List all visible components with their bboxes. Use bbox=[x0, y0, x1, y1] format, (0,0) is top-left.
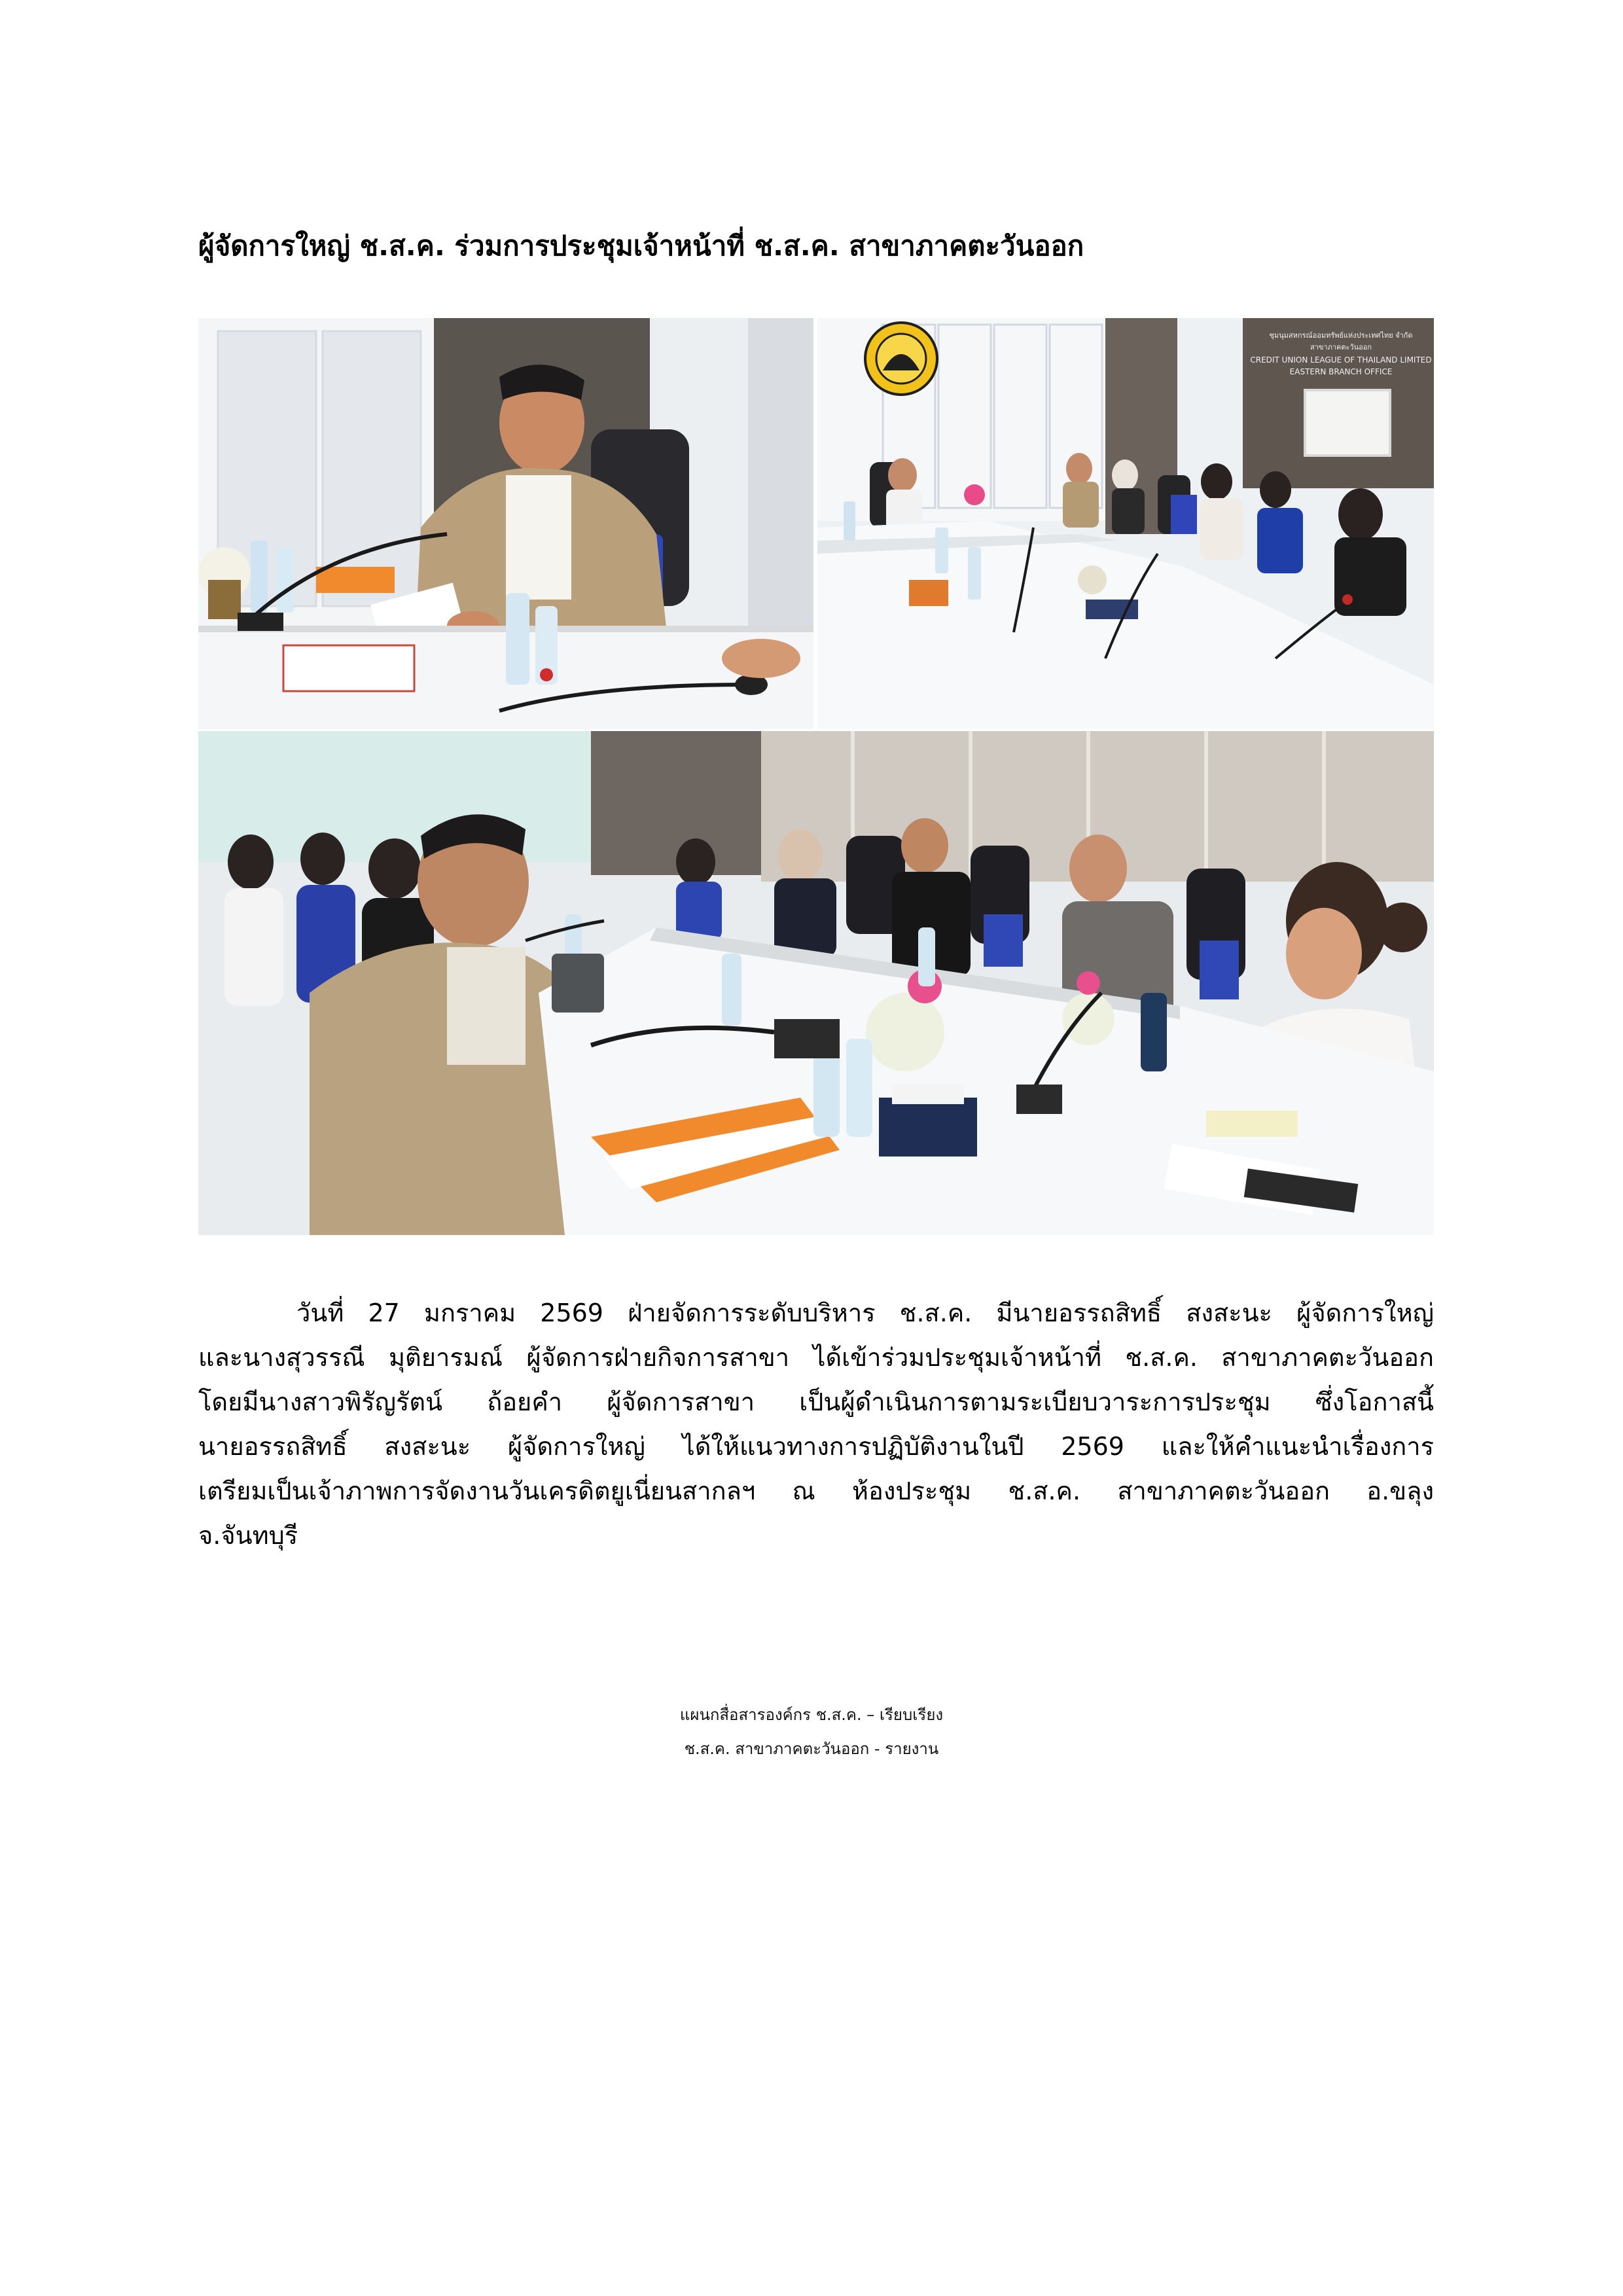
headline: ผู้จัดการใหญ่ ช.ส.ค. ร่วมการประชุมเจ้าหน้าที่ ช.ส.ค. สาขาภาคตะวันออก bbox=[198, 230, 1084, 262]
body-line-1: วันที่ 27 มกราคม 2569 ฝ่ายจัดการระดับบริหาร ช.ส.ค. มีนายอรรถสิทธิ์ สงสะนะ ผู้จัดการใหญ่ bbox=[296, 1299, 1434, 1327]
credit-reported-by: ช.ส.ค. สาขาภาคตะวันออก - รายงาน bbox=[684, 1740, 939, 1758]
body-line-5: เตรียมเป็นเจ้าภาพการจัดงานวันเครดิตยูเนี่ยนสากลฯ ณ ห้องประชุม ช.ส.ค. สาขาภาคตะวันออก อ.ขลุง bbox=[198, 1477, 1434, 1505]
body-line-3: โดยมีนางสาวพิรัญรัตน์ ถ้อยคำ ผู้จัดการสาขา เป็นผู้ดำเนินการตามระเบียบวาระการประชุม ซึ่งโอกาสนี้ bbox=[198, 1388, 1434, 1416]
wall-sign-line2: สาขาภาคตะวันออก bbox=[1310, 343, 1372, 351]
body-line-4: นายอรรถสิทธิ์ สงสะนะ ผู้จัดการใหญ่ ได้ให้แนวทางการปฏิบัติงานในปี 2569 และให้คำแนะนำเรื่องการ bbox=[198, 1432, 1435, 1461]
wall-sign-line1: ชุมนุมสหกรณ์ออมทรัพย์แห่งประเทศไทย จำกัด bbox=[1269, 331, 1413, 340]
wall-sign-line4: EASTERN BRANCH OFFICE bbox=[1289, 367, 1393, 376]
meeting-photo-wide-table-image bbox=[198, 731, 1434, 1235]
meeting-photo-executive-image bbox=[198, 318, 813, 729]
meeting-photo-room-overview bbox=[817, 318, 1434, 729]
meeting-photo-executive bbox=[198, 318, 813, 729]
credits bbox=[0, 1698, 1623, 1766]
article-body bbox=[198, 1291, 1434, 1558]
body-line-2: และนางสุวรรณี มุติยารมณ์ ผู้จัดการฝ่ายกิจการสาขา ได้เข้าร่วมประชุมเจ้าหน้าที่ ช.ส.ค. สาขาภาคตะวันออก bbox=[198, 1343, 1434, 1372]
meeting-photo-room-overview-image bbox=[817, 318, 1434, 729]
wall-sign-line3: CREDIT UNION LEAGUE OF THAILAND LIMITED bbox=[1250, 355, 1432, 365]
credit-compiled-by: แผนกสื่อสารองค์กร ช.ส.ค. – เรียบเรียง bbox=[679, 1706, 944, 1724]
meeting-photo-wide-table bbox=[198, 731, 1434, 1235]
body-line-6: จ.จันทบุรี bbox=[198, 1521, 298, 1550]
